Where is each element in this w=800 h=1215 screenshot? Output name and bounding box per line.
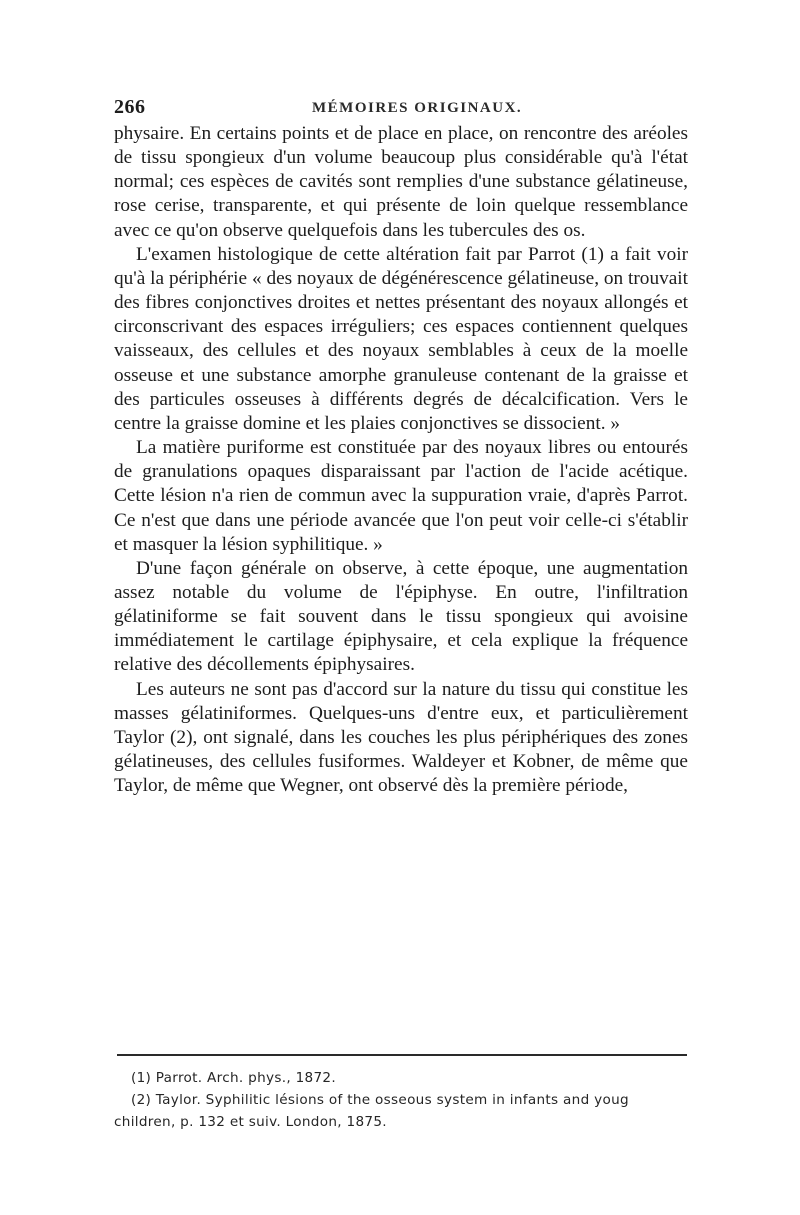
paragraph: physaire. En certains points et de place en place, on rencontre des aréoles de tissu spongieux d'un volume beaucoup plus considérable qu'à l'état normal; ces espèces de cavités sont remplies d'une substance gélatineuse, rose cerise, transparente, et qui présente de loin quelque ressemblance avec ce qu'on observe quelquefois dans les tubercules des os.	[114, 123, 688, 241]
footnote: (1) Parrot. Arch. phys., 1872.	[131, 1070, 336, 1086]
body-text	[114, 122, 688, 798]
running-title: MÉMOIRES ORIGINAUX.	[312, 100, 523, 116]
footnotes	[114, 1067, 688, 1133]
page-header	[114, 96, 690, 120]
paragraph: L'examen histologique de cette altération fait par Parrot (1) a fait voir qu'à la périphérie « des noyaux de dégénérescence gélatineuse, on trouvait des fibres conjonctives droites et nettes présentant des noyaux allongés et circonscrivant des espaces irréguliers; ces espaces contiennent quelques vaisseaux, des cellules et des noyaux semblables à ceux de la moelle osseuse et une substance amorphe granuleuse contenant de la graisse et des particules osseuses à différents degrés de décalcification. Vers le centre la graisse domine et les plaies conjonctives se dissocient. »	[114, 243, 688, 434]
paragraph: La matière puriforme est constituée par des noyaux libres ou entourés de granulations opaques disparaissant par l'action de l'acide acétique. Cette lésion n'a rien de commun avec la suppuration vraie, d'après Parrot. Ce n'est que dans une période avancée que l'on peut voir celle-ci s'établir et masquer la lésion syphilitique. »	[114, 437, 688, 555]
paragraph: D'une façon générale on observe, à cette époque, une augmentation assez notable du volume de l'épiphyse. En outre, l'infiltration gélatiniforme se fait souvent dans le tissu spongieux qui avoisine immédiatement le cartilage épiphysaire, et cela explique la fréquence relative des décollements épiphysaires.	[114, 557, 688, 676]
paragraph: Les auteurs ne sont pas d'accord sur la nature du tissu qui constitue les masses gélatiniformes. Quelques-uns d'entre eux, et particulièrement Taylor (2), ont signalé, dans les couches les plus périphériques des zones gélatineuses, des cellules fusiformes. Waldeyer et Kobner, de même que Taylor, de même que Wegner, ont observé dès la première période,	[114, 678, 688, 797]
footnote: (2) Taylor. Syphilitic lésions of the osseous system in infants and youg children, p. 132 et suiv. London, 1875.	[114, 1092, 629, 1130]
footnote-divider	[117, 1054, 687, 1056]
page-number: 266	[114, 96, 146, 118]
